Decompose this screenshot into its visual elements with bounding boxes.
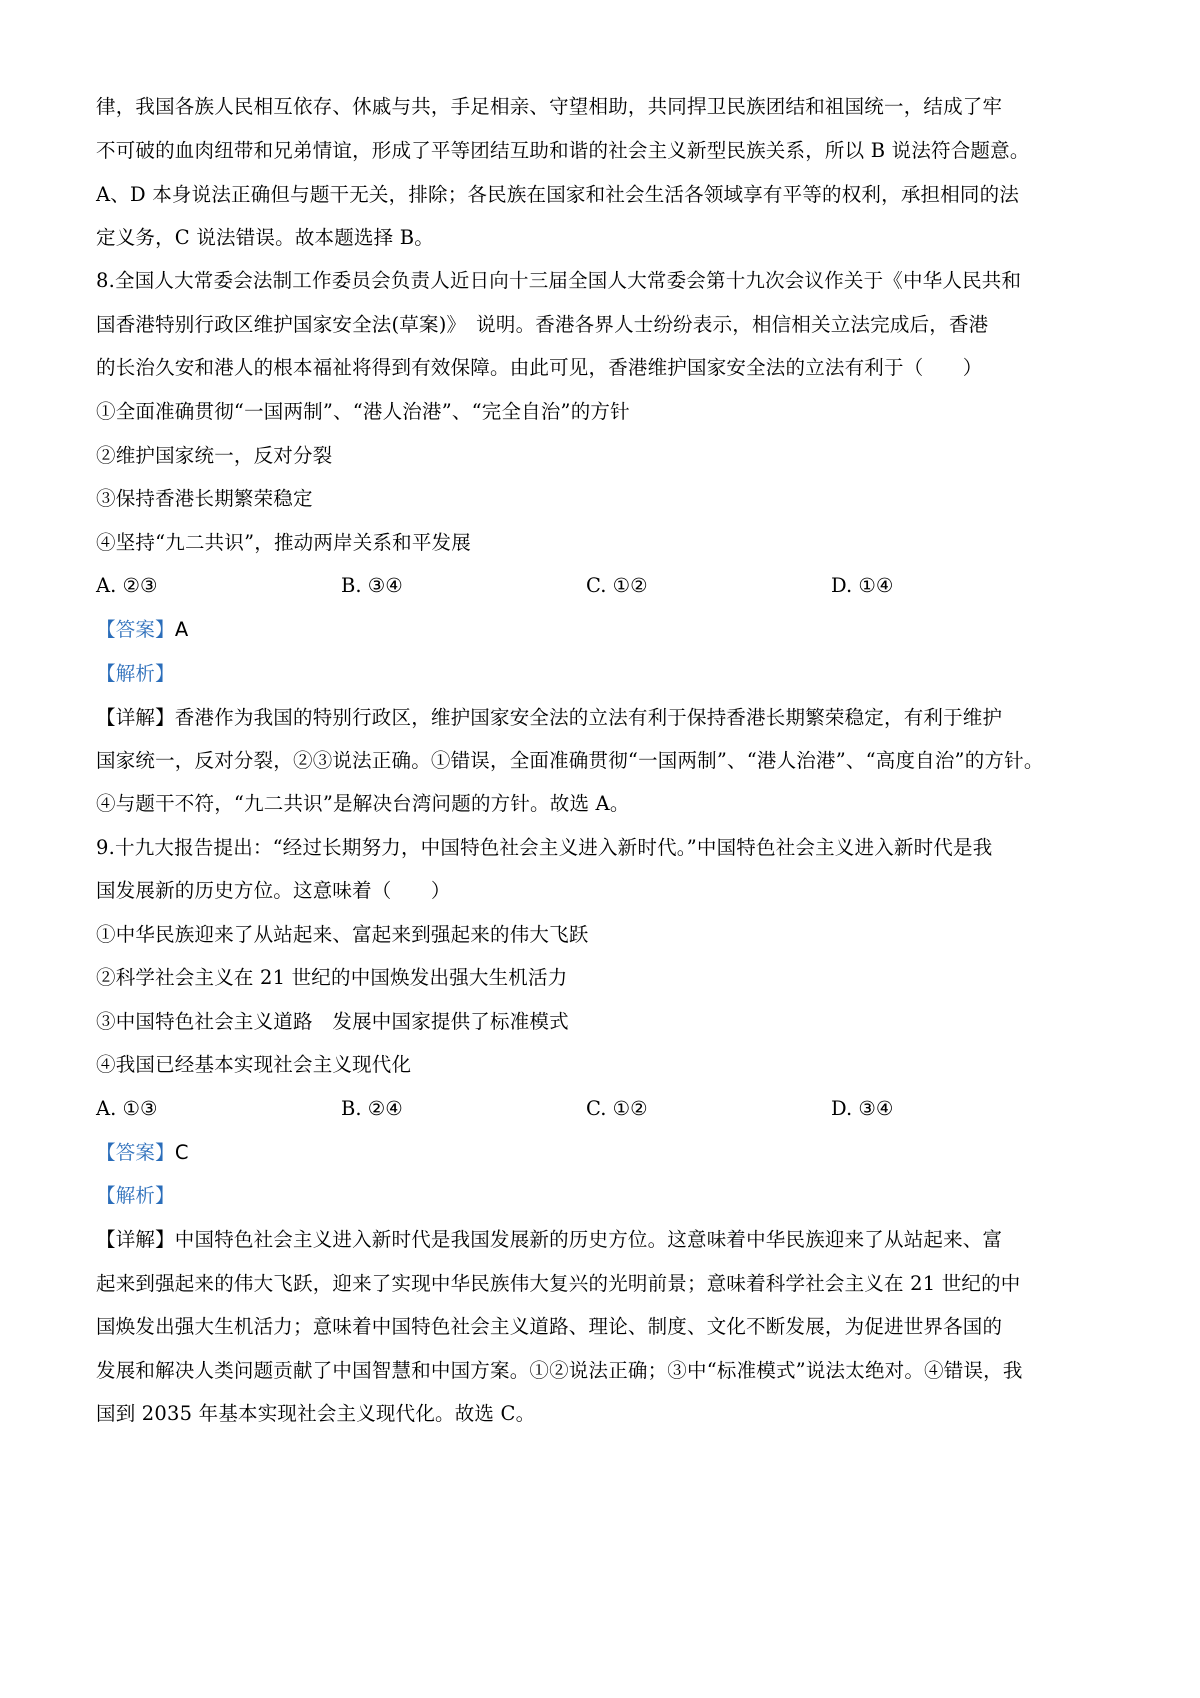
q9-detail-line: 发展和解决人类问题贡献了中国智慧和中国方案。①②说法正确；③中“标准模式”说法太绝对。④错误，我 xyxy=(96,1359,1023,1382)
q9-answer xyxy=(96,1138,1106,1168)
q8-stem-line: 国香港特别行政区维护国家安全法(草案)》 说明。香港各界人士纷纷表示，相信相关立法完成后，香港 xyxy=(96,313,989,336)
q9-option-c: C. ①② xyxy=(586,1097,648,1120)
q8-item-1: ①全面准确贯彻“一国两制”、“港人治港”、“完全自治”的方针 xyxy=(96,400,630,423)
q8-option-d: D. ①④ xyxy=(831,574,894,597)
q8-answer xyxy=(96,615,1106,645)
q8-item-4: ④坚持“九二共识”，推动两岸关系和平发展 xyxy=(96,531,471,554)
q9-item-4: ④我国已经基本实现社会主义现代化 xyxy=(96,1053,412,1076)
prev-explanation-line: A、D 本身说法正确但与题干无关，排除；各民族在国家和社会生活各领域享有平等的权利，承担相同的法 xyxy=(96,183,1020,206)
q9-answer-value: C xyxy=(174,1141,189,1164)
q8-item-3: ③保持香港长期繁荣稳定 xyxy=(96,487,313,510)
q9-stem-line: 9.十九大报告提出：“经过长期努力，中国特色社会主义进入新时代。”中国特色社会主义进入新时代是我 xyxy=(96,836,993,859)
q9-item-1: ①中华民族迎来了从站起来、富起来到强起来的伟大飞跃 xyxy=(96,923,589,946)
q9-option-b: B. ②④ xyxy=(341,1097,403,1120)
prev-explanation-line: 律，我国各族人民相互依存、休戚与共，手足相亲、守望相助，共同捍卫民族团结和祖国统一，结成了牢 xyxy=(96,95,1003,118)
q8-option-c: C. ①② xyxy=(586,574,648,597)
q9-stem-line: 国发展新的历史方位。这意味着（ ） xyxy=(96,879,451,902)
q8-detail-line: 国家统一，反对分裂，②③说法正确。①错误，全面准确贯彻“一国两制”、“港人治港”、“高度自治”的方针。 xyxy=(96,749,1044,772)
q9-analysis-label: 【解析】 xyxy=(96,1184,175,1207)
q9-detail-line: 【详解】中国特色社会主义进入新时代是我国发展新的历史方位。这意味着中华民族迎来了从站起来、富 xyxy=(96,1228,1003,1251)
q8-option-b: B. ③④ xyxy=(341,574,403,597)
q8-detail-line: 【详解】香港作为我国的特别行政区，维护国家安全法的立法有利于保持香港长期繁荣稳定，有利于维护 xyxy=(96,706,1003,729)
q8-stem-line: 的长治久安和港人的根本福祉将得到有效保障。由此可见，香港维护国家安全法的立法有利于（ ） xyxy=(96,356,983,379)
q8-answer-label: 【答案】 xyxy=(96,618,175,641)
q8-item-2: ②维护国家统一，反对分裂 xyxy=(96,444,333,467)
q8-answer-value: A xyxy=(174,618,189,641)
q9-detail-line: 国到 2035 年基本实现社会主义现代化。故选 C。 xyxy=(96,1402,536,1425)
q9-answer-label: 【答案】 xyxy=(96,1141,175,1164)
q9-item-3: ③中国特色社会主义道路 发展中国家提供了标准模式 xyxy=(96,1010,569,1033)
prev-explanation-line: 不可破的血肉纽带和兄弟情谊，形成了平等团结互助和谐的社会主义新型民族关系，所以 B 说法符合题意。 xyxy=(96,139,1030,162)
q8-analysis-label: 【解析】 xyxy=(96,662,175,685)
prev-explanation-line: 定义务，C 说法错误。故本题选择 B。 xyxy=(96,226,434,249)
q9-detail-line: 国焕发出强大生机活力；意味着中国特色社会主义道路、理论、制度、文化不断发展，为促进世界各国的 xyxy=(96,1315,1003,1338)
q9-item-2: ②科学社会主义在 21 世纪的中国焕发出强大生机活力 xyxy=(96,966,568,989)
q8-option-a: A. ②③ xyxy=(96,574,158,597)
q9-option-d: D. ③④ xyxy=(831,1097,894,1120)
q9-detail-line: 起来到强起来的伟大飞跃，迎来了实现中华民族伟大复兴的光明前景；意味着科学社会主义在 21 世纪的中 xyxy=(96,1272,1021,1295)
q8-stem-line: 8.全国人大常委会法制工作委员会负责人近日向十三届全国人大常委会第十九次会议作关于《中华人民共和 xyxy=(96,269,1022,292)
q8-detail-line: ④与题干不符，“九二共识”是解决台湾问题的方针。故选 A。 xyxy=(96,792,630,815)
q9-option-a: A. ①③ xyxy=(96,1097,158,1120)
